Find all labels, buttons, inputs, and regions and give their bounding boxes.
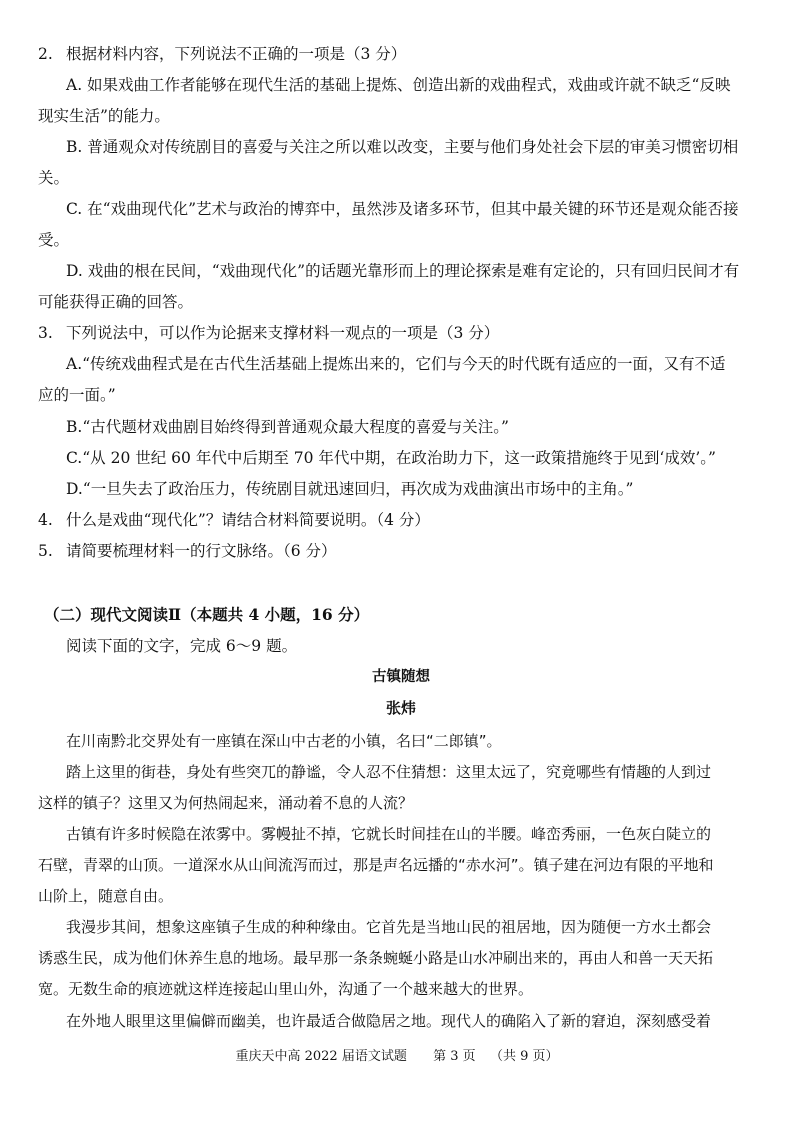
question-text: 根据材料内容，下列说法不正确的一项是（3 分） (66, 45, 407, 63)
question-number: 5. (38, 542, 53, 560)
q2-option-a-line2: 现实生活”的能力。 (38, 107, 170, 125)
article-paragraph-4-line1: 我漫步其间，想象这座镇子生成的种种缘由。它首先是当地山民的祖居地，因为随便一方水土都会 (66, 918, 712, 936)
article-paragraph-4-line2: 诱惑生民，成为他们休养生息的地场。最早那一条条蜿蜒小路是山水冲刷出来的，再由人和兽一天天拓 (38, 949, 714, 967)
article-paragraph-3-line2: 石壁，青翠的山顶。一道深水从山间流泻而过，那是声名远播的“赤水河”。镇子建在河边有限的平地和 (38, 856, 714, 874)
question-4-stem (38, 510, 430, 530)
article-title: 古镇随想 (372, 668, 430, 685)
q2-option-a-line1: A. 如果戏曲工作者能够在现代生活的基础上提炼、创造出新的戏曲程式，戏曲或许就不缺乏“反映 (66, 76, 731, 94)
question-number: 3. (38, 324, 53, 342)
footer-school: 重庆天中高 2022 届语文试题 (235, 1049, 407, 1064)
question-text: 什么是戏曲“现代化”？请结合材料简要说明。（4 分） (66, 511, 430, 529)
q2-option-c-line1: C. 在“戏曲现代化”艺术与政治的博弈中，虽然涉及诸多环节，但其中最关键的环节还是观众能否接 (66, 200, 739, 218)
q2-option-b-line1: B. 普通观众对传统剧目的喜爱与关注之所以难以改变，主要与他们身处社会下层的审美习惯密切相 (66, 138, 739, 156)
article-paragraph-3-line1: 古镇有许多时候隐在浓雾中。雾幔扯不掉，它就长时间挂在山的半腰。峰峦秀丽，一色灰白陡立的 (66, 825, 712, 843)
article-paragraph-1: 在川南黔北交界处有一座镇在深山中古老的小镇，名曰“二郎镇”。 (66, 732, 502, 750)
article-paragraph-4-line3: 宽。无数生命的痕迹就这样连接起山里山外，沟通了一个越来越大的世界。 (38, 980, 534, 998)
question-text: 下列说法中，可以作为论据来支撑材料一观点的一项是（3 分） (66, 324, 500, 342)
q2-option-d-line2: 可能获得正确的回答。 (38, 293, 194, 311)
page-footer (0, 1047, 794, 1067)
section-instruction: 阅读下面的文字，完成 6～9 题。 (66, 637, 298, 655)
footer-total-pages: （共 9 页） (489, 1049, 559, 1064)
article-paragraph-3-line3: 山阶上，随意自由。 (38, 887, 174, 905)
question-number: 4. (38, 511, 53, 529)
footer-page-number: 第 3 页 (433, 1049, 476, 1064)
question-text: 请简要梳理材料一的行文脉络。（6 分） (66, 542, 337, 560)
question-3-stem (38, 323, 499, 343)
q3-option-a-line2: 应的一面。” (38, 386, 116, 404)
article-paragraph-2-line2: 这样的镇子？这里又为何热闹起来，涌动着不息的人流？ (38, 794, 414, 812)
q3-option-d: D.“一旦失去了政治压力，传统剧目就迅速回归，再次成为戏曲演出市场中的主角。” (66, 480, 634, 498)
question-5-stem (38, 541, 337, 561)
q2-option-c-line2: 受。 (38, 231, 70, 249)
article-author: 张炜 (385, 699, 416, 717)
section-heading: （二）现代文阅读Ⅱ（本题共 4 小题，16 分） (44, 605, 370, 624)
q3-option-b: B.“古代题材戏曲剧目始终得到普通观众最大程度的喜爱与关注。” (66, 418, 509, 436)
q3-option-a-line1: A.“传统戏曲程式是在古代生活基础上提炼出来的，它们与今天的时代既有适应的一面，又有不适 (66, 355, 726, 373)
q2-option-d-line1: D. 戏曲的根在民间，“戏曲现代化”的话题光靠形而上的理论探索是难有定论的，只有回归民间才有 (66, 262, 740, 280)
q2-option-b-line2: 关。 (38, 169, 70, 187)
question-number: 2. (38, 45, 53, 63)
q3-option-c: C.“从 20 世纪 60 年代中后期至 70 年代中期，在政治助力下，这一政策措施终于见到‘成效’。” (66, 449, 716, 467)
article-paragraph-2-line1: 踏上这里的街巷，身处有些突兀的静谧，令人忍不住猜想：这里太远了，究竟哪些有情趣的人到过 (66, 763, 712, 781)
article-paragraph-5-line1: 在外地人眼里这里偏僻而幽美，也许最适合做隐居之地。现代人的确陷入了新的窘迫，深刻感受着 (66, 1012, 712, 1030)
question-2-stem (38, 44, 406, 64)
